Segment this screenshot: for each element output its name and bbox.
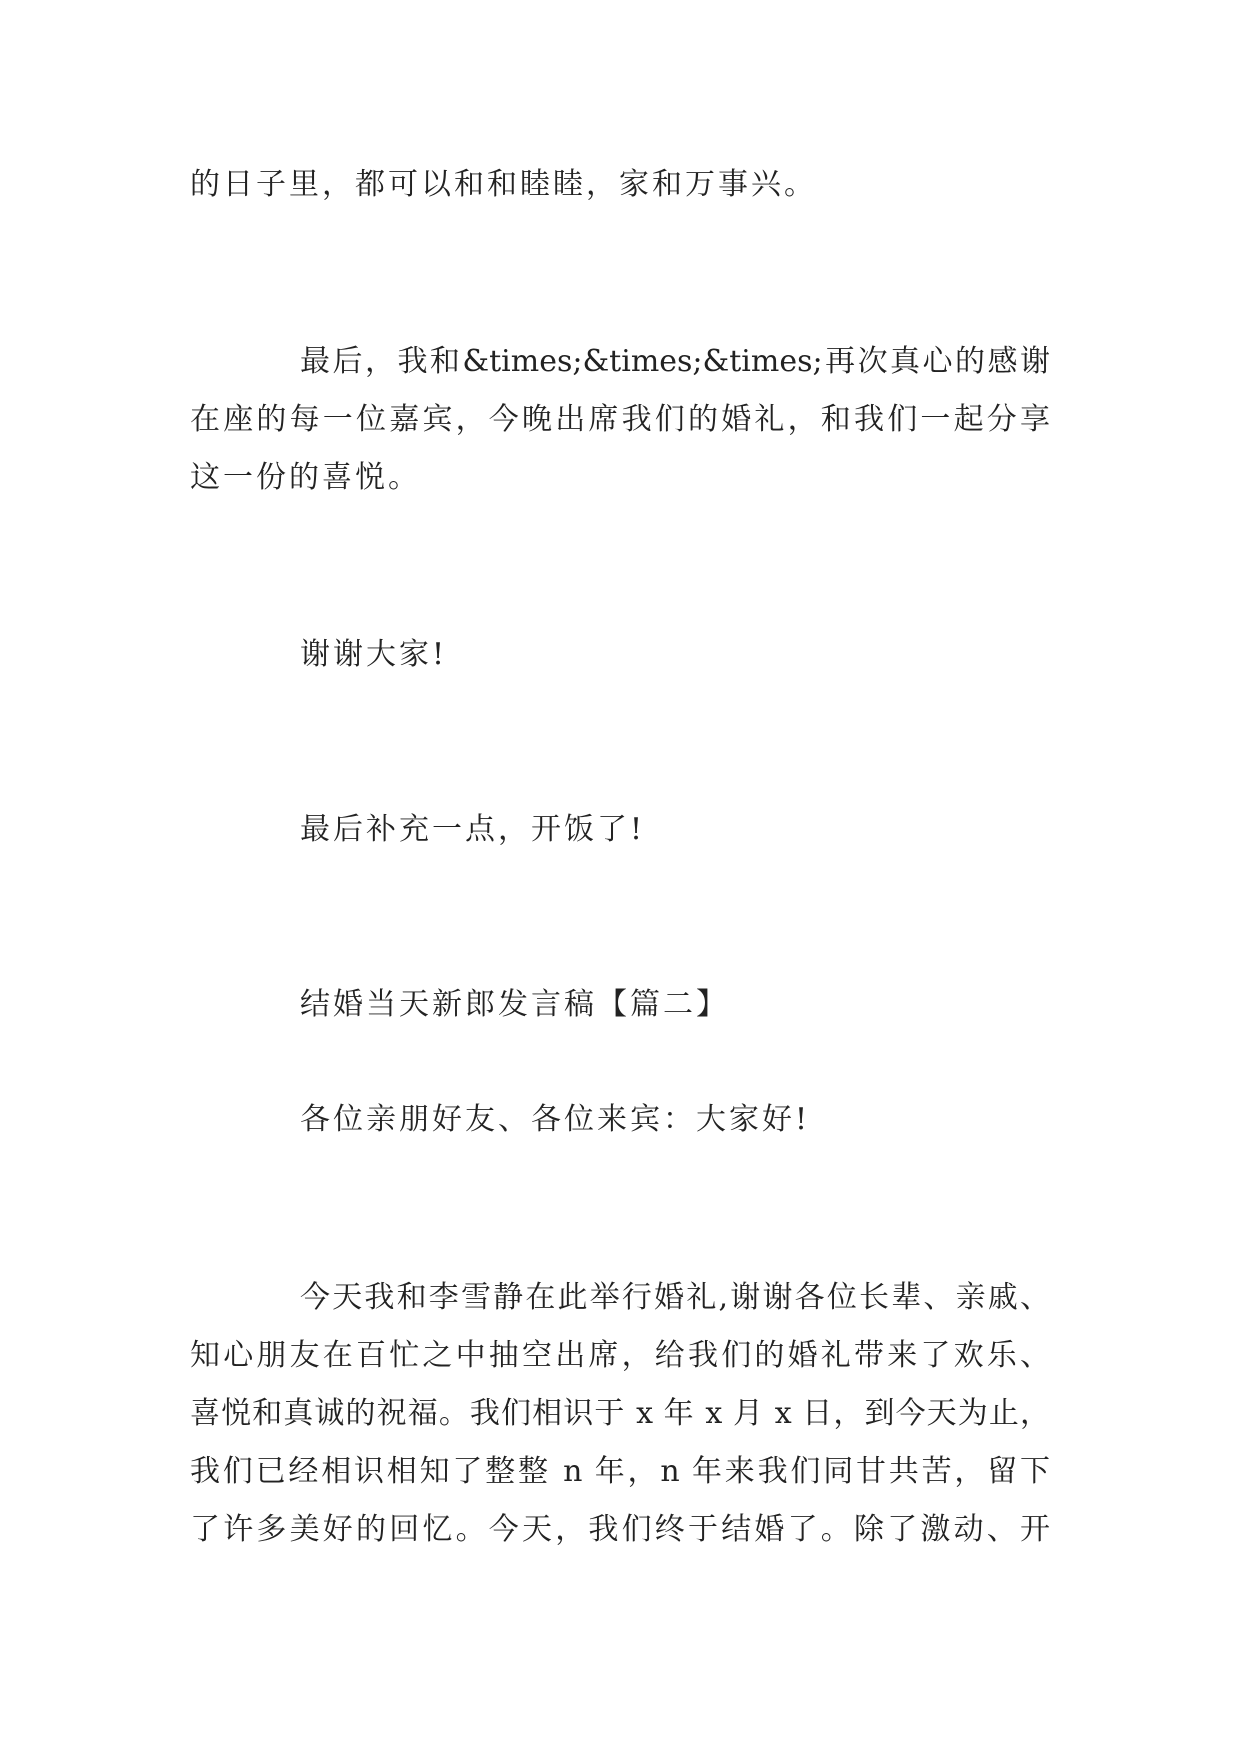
paragraph-line: 的日子里，都可以和和睦睦，家和万事兴。 — [190, 167, 817, 202]
paragraph-line: 今天我和李雪静在此举行婚礼,谢谢各位长辈、亲戚、 — [300, 1280, 1050, 1315]
paragraph-line: 最后，我和&times;&times;&times;再次真心的感谢 — [300, 344, 1050, 379]
paragraph-line: 在座的每一位嘉宾，今晚出席我们的婚礼，和我们一起分享 — [190, 402, 1050, 437]
paragraph-line: 我们已经相识相知了整整 n 年，n 年来我们同甘共苦，留下 — [190, 1454, 1050, 1489]
paragraph-line: 喜悦和真诚的祝福。我们相识于 x 年 x 月 x 日，到今天为止， — [190, 1396, 1050, 1431]
paragraph-line: 知心朋友在百忙之中抽空出席，给我们的婚礼带来了欢乐、 — [190, 1338, 1050, 1373]
greeting-line: 各位亲朋好友、各位来宾：大家好! — [300, 1102, 811, 1137]
paragraph-line: 最后补充一点，开饭了! — [300, 812, 646, 847]
paragraph-line: 了许多美好的回忆。今天，我们终于结婚了。除了激动、开 — [190, 1512, 1050, 1547]
section-heading: 结婚当天新郎发言稿【篇二】 — [300, 987, 729, 1022]
paragraph-line: 谢谢大家! — [300, 637, 448, 672]
paragraph-line: 这一份的喜悦。 — [190, 460, 421, 495]
